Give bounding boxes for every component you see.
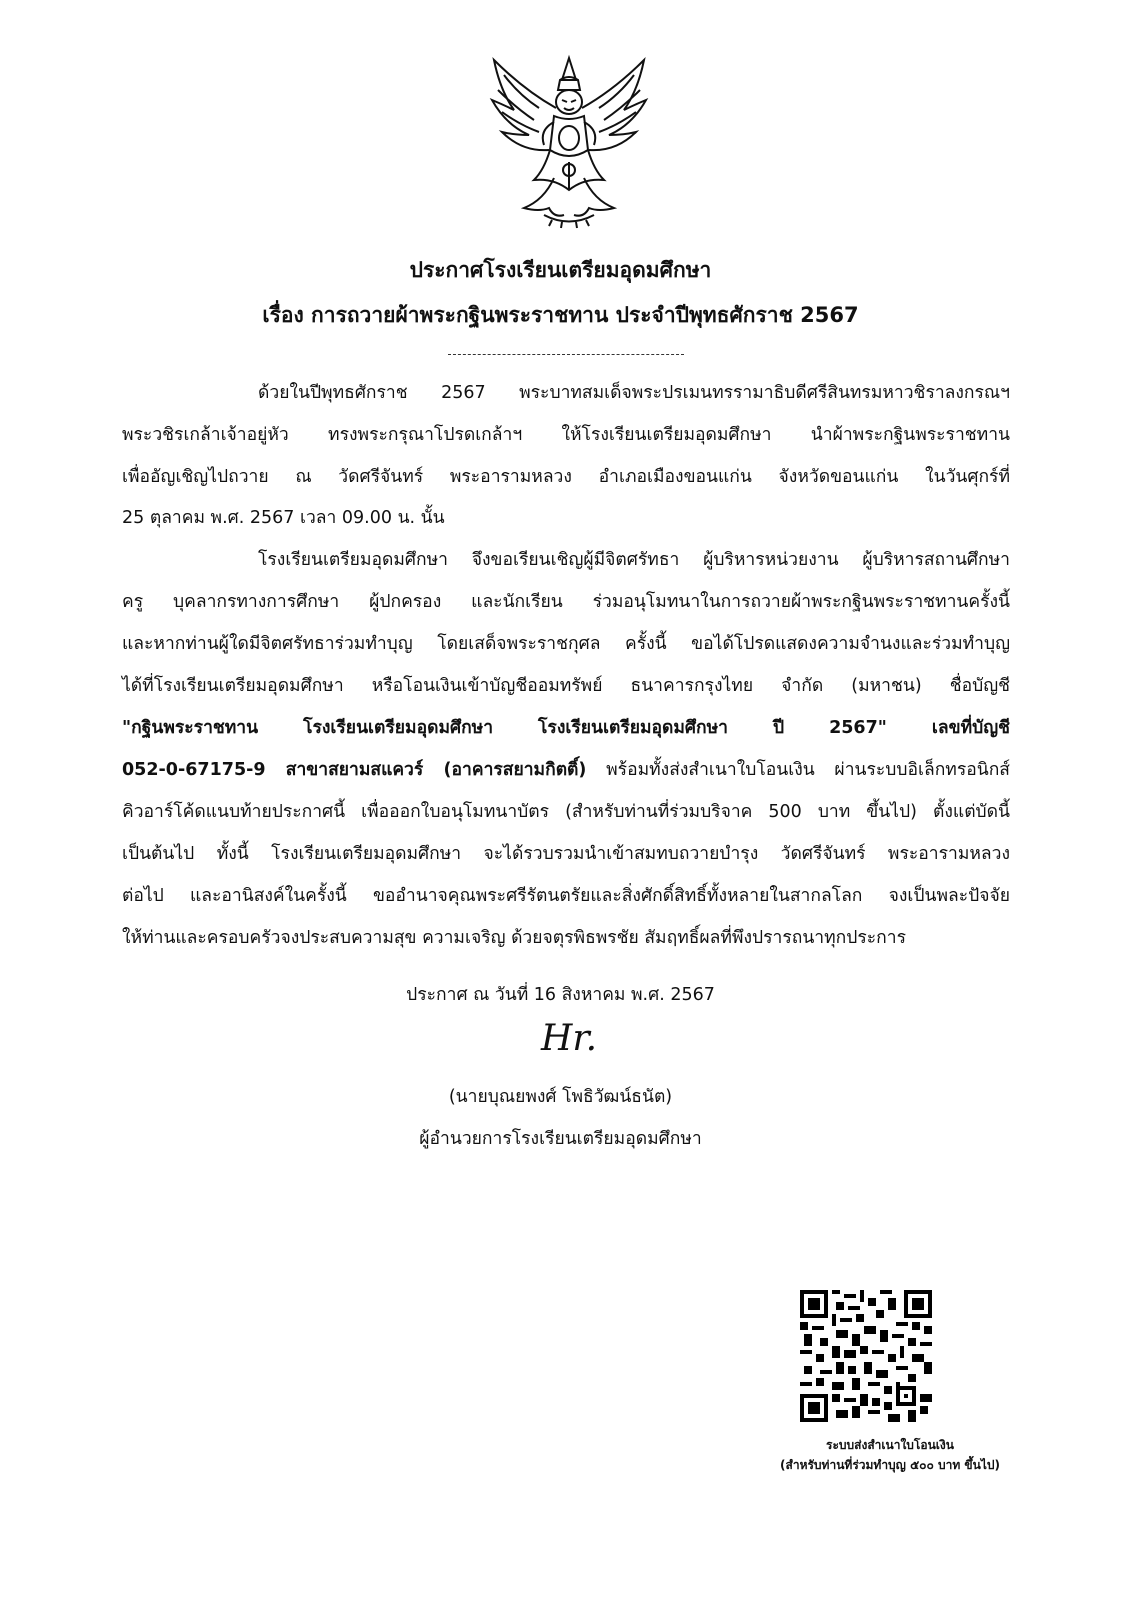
garuda-emblem-icon: [484, 50, 654, 230]
account-number-rest: พร้อมทั้งส่งสำเนาใบโอนเงิน ผ่านระบบอิเล็กทรอนิกส์: [586, 760, 1010, 780]
paragraph-2-line-1: โรงเรียนเตรียมอุดมศึกษา จึงขอเรียนเชิญผู้มีจิตศรัทธา ผู้บริหารหน่วยงาน ผู้บริหารสถานศึกษา: [258, 550, 1010, 570]
paragraph-2-line-3: และหากท่านผู้ใดมีจิตศรัทธาร่วมทำบุญ โดยเสด็จพระราชกุศล ครั้งนี้ ขอได้โปรดแสดงความจำนงและร่วมทำบุญ: [122, 634, 1010, 654]
paragraph-2-line-4: ได้ที่โรงเรียนเตรียมอุดมศึกษา หรือโอนเงินเข้าบัญชีออมทรัพย์ ธนาคารกรุงไทย จำกัด (มหาชน) ชื่อบัญชี: [122, 676, 1010, 696]
paragraph-1-line-2: พระวชิรเกล้าเจ้าอยู่หัว ทรงพระกรุณาโปรดเกล้าฯ ให้โรงเรียนเตรียมอุดมศึกษา นำผ้าพระกฐินพระราชทาน: [122, 425, 1010, 445]
announcement-title: ประกาศโรงเรียนเตรียมอุดมศึกษา: [409, 258, 712, 282]
paragraph-2-line-9: ต่อไป และอานิสงค์ในครั้งนี้ ขออำนาจคุณพระศรีรัตนตรัยและสิ่งศักดิ์สิทธิ์ทั้งหลายในสากลโลก จงเป็นพละปัจจัย: [122, 886, 1010, 906]
qr-caption-title: ระบบส่งสำเนาใบโอนเงิน: [826, 1438, 954, 1452]
announcement-subject: เรื่อง การถวายผ้าพระกฐินพระราชทาน ประจำปีพุทธศักราช 2567: [262, 303, 859, 327]
paragraph-2-line-7: คิวอาร์โค้ดแนบท้ายประกาศนี้ เพื่อออกใบอนุโมทนาบัตร (สำหรับท่านที่ร่วมบริจาค 500 บาท ขึ้นไป) ตั้งแต่บัดนี้: [122, 802, 1010, 822]
signature: [535, 1010, 605, 1068]
account-number-line: [122, 758, 1010, 782]
signature-text: Hr.: [541, 1018, 598, 1059]
paragraph-2-line-2: ครู บุคลากรทางการศึกษา ผู้ปกครอง และนักเรียน ร่วมอนุโมทนาในการถวายผ้าพระกฐินพระราชทานครั้งนี้: [122, 592, 1010, 612]
account-name-line: "กฐินพระราชทาน โรงเรียนเตรียมอุดมศึกษา โรงเรียนเตรียมอุดมศึกษา ปี 2567" เลขที่บัญชี: [122, 718, 1010, 738]
title-divider: [448, 354, 684, 355]
paragraph-2-line-8: เป็นต้นไป ทั้งนี้ โรงเรียนเตรียมอุดมศึกษา จะได้รวบรวมนำเข้าสมทบถวายบำรุง วัดศรีจันทร์ พระอารามหลวง: [122, 844, 1010, 864]
paragraph-1-line-4: 25 ตุลาคม พ.ศ. 2567 เวลา 09.00 น. นั้น: [122, 508, 445, 528]
announcement-date: ประกาศ ณ วันที่ 16 สิงหาคม พ.ศ. 2567: [406, 985, 715, 1005]
account-number: 052-0-67175-9 สาขาสยามสแควร์ (อาคารสยามกิตติ์): [122, 760, 587, 780]
qr-code[interactable]: [800, 1290, 932, 1422]
qr-caption-note: (สำหรับท่านที่ร่วมทำบุญ ๕๐๐ บาท ขึ้นไป): [780, 1458, 1000, 1472]
signer-title: ผู้อำนวยการโรงเรียนเตรียมอุดมศึกษา: [419, 1129, 702, 1149]
paragraph-1-line-3: เพื่ออัญเชิญไปถวาย ณ วัดศรีจันทร์ พระอารามหลวง อำเภอเมืองขอนแก่น จังหวัดขอนแก่น ในวันศุกร์ที่: [122, 467, 1010, 487]
signer-name: (นายบุณยพงศ์ โพธิวัฒน์ธนัต): [448, 1087, 673, 1107]
paragraph-2-line-10: ให้ท่านและครอบครัวจงประสบความสุข ความเจริญ ด้วยจตุรพิธพรชัย สัมฤทธิ์ผลที่พึงปรารถนาทุกประการ: [122, 928, 906, 948]
paragraph-1-line-1: ด้วยในปีพุทธศักราช 2567 พระบาทสมเด็จพระปรเมนทรรามาธิบดีศรีสินทรมหาวชิราลงกรณฯ: [258, 383, 1010, 403]
